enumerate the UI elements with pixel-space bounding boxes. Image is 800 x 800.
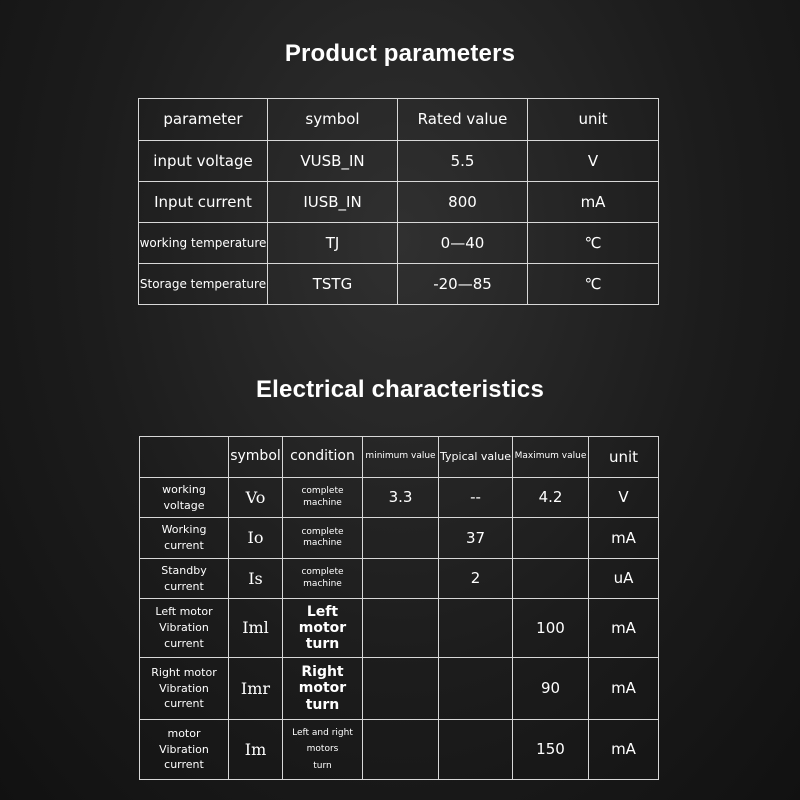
table-row: [140, 720, 659, 780]
cell-unit: uA: [589, 559, 659, 599]
cell-symbol: TSTG: [268, 264, 398, 305]
cell-symbol: VUSB_IN: [268, 141, 398, 182]
table-row: [140, 478, 659, 518]
cell-name: Working current: [140, 518, 229, 559]
name-line-1: Left motor: [155, 605, 213, 619]
cell-typ: 37: [439, 518, 513, 559]
cell-unit: ℃: [528, 264, 659, 305]
cell-unit: V: [528, 141, 659, 182]
cell-symbol: Io: [229, 518, 283, 559]
table-row: [140, 599, 659, 658]
cell-typ: 2: [439, 559, 513, 599]
product-parameters-table: [138, 98, 659, 305]
condition-line-1: Left motor: [298, 603, 347, 636]
cell-symbol: IUSB_IN: [268, 182, 398, 223]
table-row: [139, 141, 659, 182]
header-condition: condition: [283, 437, 363, 478]
header-typical-value: Typical value: [439, 437, 513, 478]
header-minimum-value: minimum value: [363, 437, 439, 478]
electrical-characteristics-table: [139, 436, 659, 780]
cell-unit: mA: [589, 720, 659, 780]
product-parameters-title: Product parameters: [284, 40, 516, 67]
condition-line-2: turn: [305, 636, 340, 653]
header-symbol: symbol: [229, 437, 283, 478]
condition-line-2: turn: [313, 760, 332, 771]
condition-line-2: turn: [305, 696, 340, 713]
name-line-2: Vibration current: [159, 681, 209, 711]
condition-line-1: Right motor: [298, 664, 347, 697]
cell-rated-value: -20—85: [398, 264, 528, 305]
cell-name: working voltage: [140, 478, 229, 518]
table-row: [139, 223, 659, 264]
cell-condition: complete machine: [283, 518, 363, 559]
cell-rated-value: 5.5: [398, 141, 528, 182]
header-maximum-value: Maximum value: [513, 437, 589, 478]
condition-line-1: Left and right motors: [292, 728, 353, 755]
cell-symbol: Im: [229, 720, 283, 780]
table-row: [140, 559, 659, 599]
cell-min: [363, 720, 439, 780]
cell-typ: [439, 599, 513, 658]
cell-typ: [439, 658, 513, 720]
cell-unit: ℃: [528, 223, 659, 264]
cell-condition: [283, 658, 363, 720]
cell-condition: [283, 599, 363, 658]
header-parameter: parameter: [139, 99, 268, 141]
cell-typ: --: [439, 478, 513, 518]
header-empty: [140, 437, 229, 478]
cell-condition: complete machine: [283, 559, 363, 599]
cell-max: [513, 559, 589, 599]
table-row: [139, 264, 659, 305]
table-row: [140, 658, 659, 720]
cell-name: [140, 720, 229, 780]
cell-min: [363, 559, 439, 599]
table-header-row: [140, 437, 659, 478]
cell-unit: mA: [528, 182, 659, 223]
cell-condition: [283, 720, 363, 780]
cell-unit: mA: [589, 599, 659, 658]
cell-name: Standby current: [140, 559, 229, 599]
cell-condition: complete machine: [283, 478, 363, 518]
cell-symbol: Imr: [229, 658, 283, 720]
cell-rated-value: 800: [398, 182, 528, 223]
cell-unit: V: [589, 478, 659, 518]
cell-parameter: Input current: [139, 182, 268, 223]
name-line-1: motor: [167, 726, 201, 740]
cell-rated-value: 0—40: [398, 223, 528, 264]
cell-max: 90: [513, 658, 589, 720]
cell-parameter: working temperature: [139, 223, 268, 264]
cell-unit: mA: [589, 518, 659, 559]
header-rated-value: Rated value: [398, 99, 528, 141]
cell-parameter: Storage temperature: [139, 264, 268, 305]
cell-max: 4.2: [513, 478, 589, 518]
cell-symbol: TJ: [268, 223, 398, 264]
cell-min: [363, 518, 439, 559]
cell-typ: [439, 720, 513, 780]
cell-max: [513, 518, 589, 559]
table-row: [139, 182, 659, 223]
cell-min: 3.3: [363, 478, 439, 518]
cell-name: [140, 599, 229, 658]
cell-parameter: input voltage: [139, 141, 268, 182]
header-symbol: symbol: [268, 99, 398, 141]
name-line-1: Right motor: [151, 665, 217, 679]
cell-symbol: Vo: [229, 478, 283, 518]
cell-max: 150: [513, 720, 589, 780]
header-unit: unit: [528, 99, 659, 141]
cell-min: [363, 599, 439, 658]
name-line-2: Vibration current: [159, 621, 209, 650]
name-line-2: Vibration current: [159, 742, 209, 772]
electrical-characteristics-title: Electrical characteristics: [255, 376, 545, 403]
table-header-row: [139, 99, 659, 141]
header-unit: unit: [589, 437, 659, 478]
cell-min: [363, 658, 439, 720]
cell-symbol: Iml: [229, 599, 283, 658]
cell-name: [140, 658, 229, 720]
table-row: [140, 518, 659, 559]
cell-symbol: Is: [229, 559, 283, 599]
cell-unit: mA: [589, 658, 659, 720]
cell-max: 100: [513, 599, 589, 658]
